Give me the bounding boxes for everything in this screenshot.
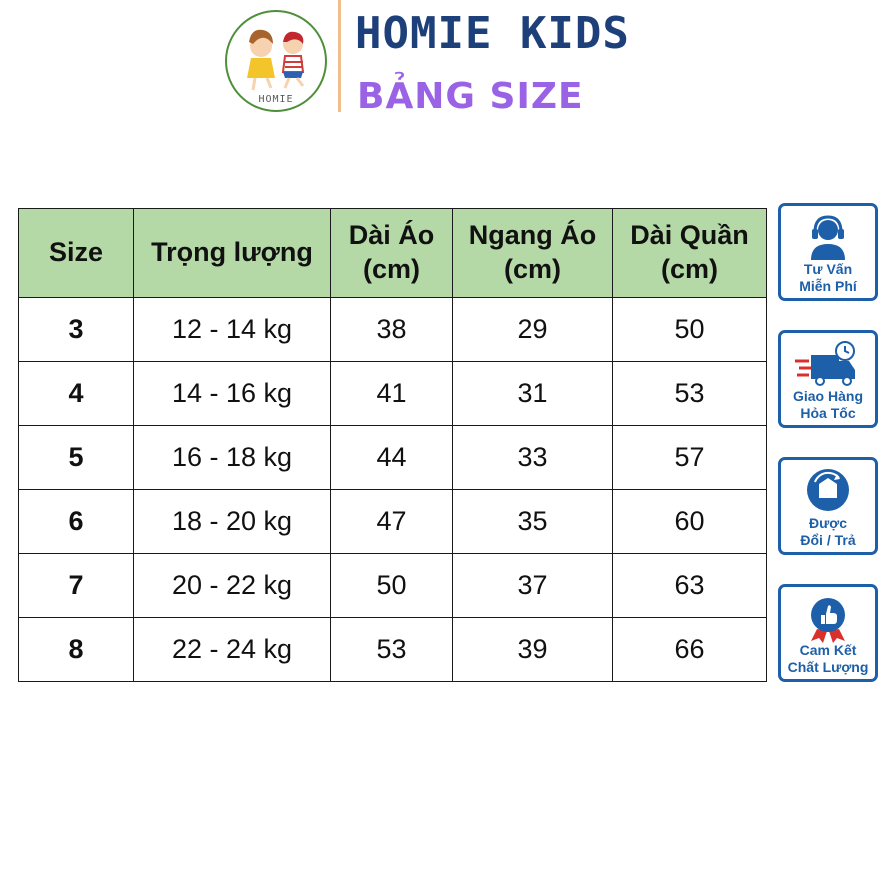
pants-length-cell: 57	[613, 426, 767, 490]
pants-length-cell: 60	[613, 490, 767, 554]
shirt-length-cell: 44	[331, 426, 453, 490]
shirt-width-cell: 29	[453, 298, 613, 362]
badge-express-delivery	[778, 330, 878, 428]
size-cell: 8	[19, 618, 134, 682]
column-header-weight	[134, 209, 331, 298]
weight-cell: 22 - 24 kg	[134, 618, 331, 682]
brand-title: HOMIE KIDS	[355, 8, 630, 59]
weight-cell: 20 - 22 kg	[134, 554, 331, 618]
shirt-length-cell: 53	[331, 618, 453, 682]
quality-thumbs-up-icon	[803, 593, 853, 643]
pants-length-cell: 53	[613, 362, 767, 426]
column-header-label: Dài Quần (cm)	[630, 220, 749, 284]
badge-label: Tư Vấn Miễn Phí	[799, 261, 857, 294]
column-header-label: Trọng lượng	[151, 237, 313, 268]
pants-length-cell: 63	[613, 554, 767, 618]
shirt-length-cell: 50	[331, 554, 453, 618]
headset-agent-icon	[803, 212, 853, 262]
badge-label: Cam Kết Chất Lượng	[787, 642, 869, 675]
shirt-width-cell: 33	[453, 426, 613, 490]
header-divider	[338, 0, 341, 112]
table-row	[19, 426, 767, 490]
size-table	[18, 208, 767, 682]
column-header-pants-length	[613, 209, 767, 298]
weight-cell: 16 - 18 kg	[134, 426, 331, 490]
shirt-width-cell: 31	[453, 362, 613, 426]
column-header-label: Dài Áo (cm)	[348, 220, 435, 284]
column-header-label: Size	[48, 237, 104, 268]
weight-cell: 14 - 16 kg	[134, 362, 331, 426]
table-row	[19, 554, 767, 618]
column-header-label: Ngang Áo (cm)	[468, 220, 597, 284]
size-cell: 6	[19, 490, 134, 554]
column-header-shirt-length	[331, 209, 453, 298]
table-row	[19, 490, 767, 554]
weight-cell: 18 - 20 kg	[134, 490, 331, 554]
fast-delivery-truck-icon	[793, 339, 863, 389]
shirt-length-cell: 41	[331, 362, 453, 426]
homie-logo	[225, 10, 327, 112]
size-cell: 7	[19, 554, 134, 618]
return-box-icon	[803, 466, 853, 516]
badge-exchange-return	[778, 457, 878, 555]
page-title: BẢNG SIZE	[357, 76, 584, 117]
table-header-row	[19, 209, 767, 298]
badge-free-consultation	[778, 203, 878, 301]
pants-length-cell: 66	[613, 618, 767, 682]
size-cell: 4	[19, 362, 134, 426]
shirt-width-cell: 37	[453, 554, 613, 618]
shirt-length-cell: 47	[331, 490, 453, 554]
weight-cell: 12 - 14 kg	[134, 298, 331, 362]
column-header-shirt-width	[453, 209, 613, 298]
table-row	[19, 618, 767, 682]
badge-quality-commitment	[778, 584, 878, 682]
badge-label: Được Đổi / Trả	[800, 515, 856, 548]
size-cell: 3	[19, 298, 134, 362]
logo-text: HOMIE	[258, 94, 294, 105]
table-row	[19, 362, 767, 426]
table-row	[19, 298, 767, 362]
badge-label: Giao Hàng Hỏa Tốc	[792, 388, 863, 421]
shirt-length-cell: 38	[331, 298, 453, 362]
size-cell: 5	[19, 426, 134, 490]
pants-length-cell: 50	[613, 298, 767, 362]
shirt-width-cell: 39	[453, 618, 613, 682]
column-header-size	[19, 209, 134, 298]
shirt-width-cell: 35	[453, 490, 613, 554]
